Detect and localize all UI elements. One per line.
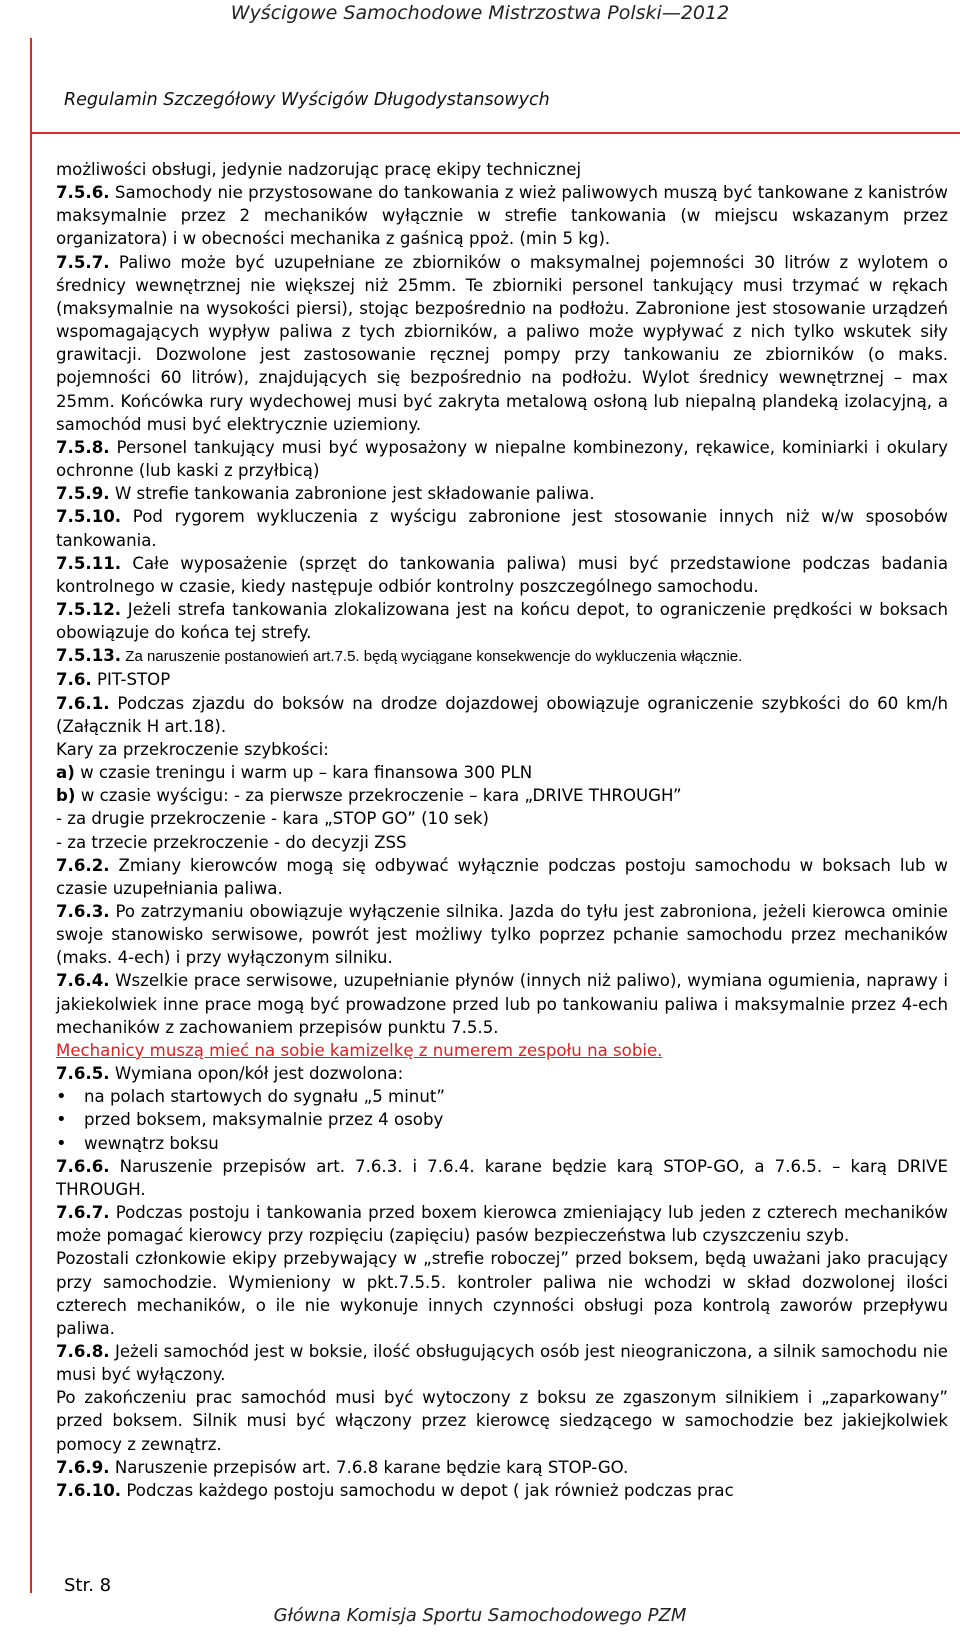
section-7-5-6: 7.5.6. Samochody nie przystosowane do tankowania z wież paliwowych muszą być tankowane z kanistrów maksymalnie przez 2 mechaników wyłącznie w strefie tankowania (w miejscu wskazanym przez organizatora) i w obecności mechanika z gaśnicą ppoż. (min 5 kg). — [56, 183, 948, 249]
tire-change-list — [56, 1085, 948, 1154]
section-7-6-4: 7.6.4. Wszelkie prace serwisowe, uzupełnianie płynów (innych niż paliwo), wymiana ogumienia, naprawy i jakiekolwiek inne prace mogą być prowadzone przed lub po tankowaniu paliwa i maksymalnie przez 4-ech mechaników z zachowaniem przepisów punktu 7.5.5. — [56, 971, 948, 1037]
penalty-b3: - za trzecie przekroczenie - do decyzji ZSS — [56, 832, 407, 852]
penalties-heading: Kary za przekroczenie szybkości: — [56, 739, 329, 759]
section-7-6-2: 7.6.2. Zmiany kierowców mogą się odbywać wyłącznie podczas postoju samochodu w boksach lub w czasie uzupełniania paliwa. — [56, 855, 948, 898]
document-body — [56, 158, 948, 1502]
section-7-5-7: 7.5.7. Paliwo może być uzupełniane ze zbiorników o maksymalnej pojemności 30 litrów z wylotem o średnicy wewnętrznej nie większej niż 25mm. Te zbiorniki personel tankujący musi trzymać w rękach (maksymalnie na wysokości piersi), stojąc bezpośrednio na podłożu. Zabronione jest stosowanie urządzeń wspomagających wypływ paliwa z tych zbiorników, a paliwo może wypływać z nich tylko wskutek siły grawitacji. Dozwolone jest zastosowanie ręcznej pompy przy tankowaniu ze zbiorników (o maks. pojemności 60 litrów), znajdujących się bezpośrednio na podłożu. Wylot średnicy wewnętrznej – max 25mm. Końcówka rury wydechowej musi być zakryta metalową osłoną lub niepalną plandeką izolacyjną, a samochód musi być elektrycznie uziemiony. — [56, 252, 948, 434]
list-item: • wewnątrz boksu — [56, 1132, 948, 1155]
header-title: Wyścigowe Samochodowe Mistrzostwa Polski—2012 — [230, 2, 730, 24]
penalty-b: b) w czasie wyścigu: - za pierwsze przekroczenie – kara „DRIVE THROUGH” — [56, 786, 682, 806]
section-7-5-8: 7.5.8. Personel tankujący musi być wyposażony w niepalne kombinezony, rękawice, kominiarki i okulary ochronne (lub kaski z przyłbicą) — [56, 437, 948, 481]
footer-organization: Główna Komisja Sportu Samochodowego PZM — [273, 1605, 687, 1626]
section-7-6-7: 7.6.7. Podczas postoju i tankowania przed boxem kierowca zmieniający lub jeden z czterech mechaników może pomagać kierowcy przy rozpięciu (zapięciu) pasów bezpieczeństwa lub czyszczeniu szyb. — [56, 1203, 948, 1246]
red-underlined-note: Mechanicy muszą mieć na sobie kamizelkę z numerem zespołu na sobie. — [56, 1040, 663, 1060]
section-7-6-heading: 7.6. PIT-STOP — [56, 670, 171, 690]
header-rule-horizontal — [30, 132, 960, 134]
paragraph-po-zakonczeniu: Po zakończeniu prac samochód musi być wytoczony z boksu ze zgaszonym silnikiem i „zaparkowany” przed boksem. Silnik musi być włączony przez kierowcę siedzącego w samochodzie bez jakiejkolwiek pomocy z zewnątrz. — [56, 1388, 948, 1454]
paragraph-pozostali: Pozostali członkowie ekipy przebywający w „strefie roboczej” przed boksem, będą uważani jako pracujący przy samochodzie. Wymieniony w pkt.7.5.5. kontroler paliwa nie wchodzi w skład dozwolonej ilości czterech mechaników, o ile nie wykonuje innych czynności obsługi poza kontrolą zaworów przepływu paliwa. — [56, 1249, 948, 1338]
paragraph: możliwości obsługi, jedynie nadzorując pracę ekipy technicznej — [56, 160, 582, 179]
section-7-5-9: 7.5.9. W strefie tankowania zabronione jest składowanie paliwa. — [56, 484, 595, 504]
section-7-6-6: 7.6.6. Naruszenie przepisów art. 7.6.3. i 7.6.4. karane będzie karą STOP-GO, a 7.6.5. – karą DRIVE THROUGH. — [56, 1156, 948, 1199]
penalty-a: a) w czasie treningu i warm up – kara finansowa 300 PLN — [56, 763, 533, 783]
header-subtitle: Regulamin Szczegółowy Wyścigów Długodystansowych — [64, 90, 550, 110]
section-7-6-1: 7.6.1. Podczas zjazdu do boksów na drodze dojazdowej obowiązuje ograniczenie szybkości do 60 km/h (Załącznik H art.18). — [56, 693, 948, 736]
section-7-6-5: 7.6.5. Wymiana opon/kół jest dozwolona: — [56, 1064, 404, 1084]
margin-rule-vertical — [30, 38, 32, 1593]
list-item: • przed boksem, maksymalnie przez 4 osoby — [56, 1108, 948, 1131]
list-item: • na polach startowych do sygnału „5 minut” — [56, 1085, 948, 1108]
section-7-5-10: 7.5.10. Pod rygorem wykluczenia z wyścigu zabronione jest stosowanie innych niż w/w sposobów tankowania. — [56, 507, 948, 550]
page-number: Str. 8 — [64, 1575, 112, 1596]
section-7-5-11: 7.5.11. Całe wyposażenie (sprzęt do tankowania paliwa) musi być przedstawione podczas badania kontrolnego w czasie, kiedy następuje odbiór kontrolny poszczególnego samochodu. — [56, 553, 948, 596]
section-7-6-10: 7.6.10. Podczas każdego postoju samochodu w depot ( jak również podczas prac — [56, 1480, 734, 1500]
penalty-b2: - za drugie przekroczenie - kara „STOP GO” (10 sek) — [56, 809, 489, 829]
section-7-5-13: 7.5.13. Za naruszenie postanowień art.7.5. będą wyciągane konsekwencje do wykluczenia włącznie. — [56, 646, 743, 666]
section-7-5-12: 7.5.12. Jeżeli strefa tankowania zlokalizowana jest na końcu depot, to ograniczenie prędkości w boksach obowiązuje do końca tej strefy. — [56, 599, 948, 643]
section-7-6-8: 7.6.8. Jeżeli samochód jest w boksie, ilość obsługujących osób jest nieograniczona, a silnik samochodu nie musi być wyłączony. — [56, 1341, 948, 1385]
section-7-6-3: 7.6.3. Po zatrzymaniu obowiązuje wyłączenie silnika. Jazda do tyłu jest zabroniona, jeżeli kierowca ominie swoje stanowisko serwisowe, powrót jest możliwy tylko poprzez pchanie samochodu przez mechaników (maks. 4-ech) i przy wyłączonym silniku. — [56, 902, 948, 968]
section-7-6-9: 7.6.9. Naruszenie przepisów art. 7.6.8 karane będzie karą STOP-GO. — [56, 1457, 629, 1477]
